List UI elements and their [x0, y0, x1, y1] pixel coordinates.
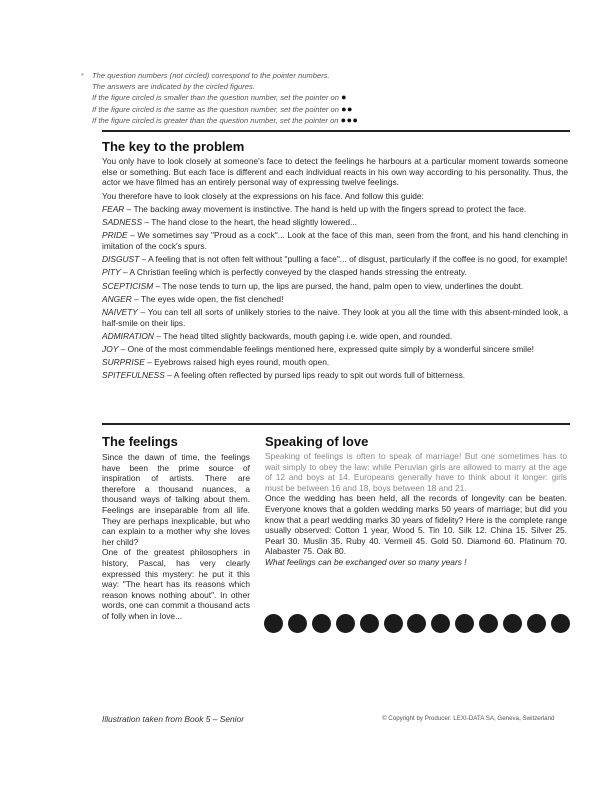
divider-middle: [102, 423, 570, 425]
circle-row: [264, 614, 570, 638]
key-intro-2: You therefore have to look closely at the expressions on his face. And follow this guide:: [102, 190, 424, 201]
guide-disgust: DISGUST – A feeling that is not often felt without "pulling a face"... of disgust, particularly if the coffee is no good, for example!: [102, 254, 568, 265]
circle-dot-icon: [551, 614, 570, 633]
guide-pride: PRIDE – We sometimes say "Proud as a cock"... Look at the face of this man, seen from the front, and his hand clenching in imitation of the cock's spurs.: [102, 230, 568, 251]
circle-dot-icon: [312, 614, 331, 633]
guide-scepticism: SCEPTICISM – The nose tends to turn up, the lips are pursed, the hand, palm open to view, underlines the doubt.: [102, 280, 524, 291]
key-intro: You only have to look closely at someone's face to detect the feelings he harbours at a particular moment towards someone else or something. But each face is different and each individual reacts in his own way according to his personality. Thus, the actor we have filmed has an entirely personal way of expressing twelve feelings.: [102, 156, 568, 188]
circle-dot-icon: [527, 614, 546, 633]
circle-dot-icon: [455, 614, 474, 633]
three-dots-icon: ●●●: [340, 114, 359, 125]
circle-dot-icon: [336, 614, 355, 633]
guide-joy: JOY – One of the most commendable feelings mentioned here, expressed quite simply by a wonderful sincere smile!: [102, 344, 535, 355]
feelings-body: [102, 452, 250, 622]
key-title: The key to the problem: [102, 139, 245, 154]
circle-dot-icon: [479, 614, 498, 633]
guide-anger: ANGER – The eyes wide open, the fist clenched!: [102, 293, 284, 304]
note-line-2: The answers are indicated by the circled figures.: [92, 82, 255, 92]
guide-fear: FEAR – The backing away movement is instinctive. The hand is held up with the fingers spread to protect the face.: [102, 203, 527, 214]
footer-illustration-credit: Illustration taken from Book 5 – Senior: [102, 714, 244, 724]
circle-dot-icon: [288, 614, 307, 633]
circle-dot-icon: [360, 614, 379, 633]
circle-dot-icon: [384, 614, 403, 633]
asterisk: *: [81, 71, 84, 80]
guide-surprise: SURPRISE – Eyebrows raised high eyes round, mouth open.: [102, 357, 330, 368]
love-paragraph-2: Once the wedding has been held, all the records of longevity can be beaten. Everyone knows that a golden wedding marks 50 years of marriage; but did you know that a pearl wedding marks 30 years of fidelity? Here is the complete range usually observed: Cotton 1 year, Wood 5. Tin 10. Silk 12. China 15. Silver 25. Pearl 30. Muslin 35. Ruby 40. Vermeil 45. Gold 50. Diamond 60. Platinum 70. Alabaster 75. Oak 80.: [265, 493, 567, 557]
instructions-notes: [81, 70, 512, 126]
circle-dot-icon: [264, 614, 283, 633]
two-dots-icon: ●●: [341, 103, 353, 114]
love-title: Speaking of love: [265, 434, 369, 449]
footer-copyright: © Copyright by Producer: LEXI-DATA SA, Geneva, Switzerland: [382, 715, 555, 722]
note-line-5: If the figure circled is greater than the question number, set the pointer on ●●●: [92, 114, 359, 125]
love-question: What feelings can be exchanged over so many years !: [265, 556, 467, 567]
circle-dot-icon: [431, 614, 450, 633]
note-line-1: The question numbers (not circled) correspond to the pointer numbers.: [92, 71, 330, 80]
divider-top: [102, 130, 570, 132]
circle-dot-icon: [407, 614, 426, 633]
note-line-3: If the figure circled is smaller than the question number, set the pointer on ●: [92, 92, 347, 103]
guide-sadness: SADNESS – The hand close to the heart, the head slightly lowered...: [102, 217, 357, 228]
feelings-paragraph-1: Since the dawn of time, the feelings have been the prime source of inspiration of artists. There are therefore a thousand nuances, a thousand ways of talking about them. Feelings are inseparable from all life. They are perhaps inexplicable, but who can explain to a mother why she loves her child?: [102, 452, 250, 547]
feelings-paragraph-2: One of the greatest philosophers in history, Pascal, has very clearly expressed this mystery: he put it this way: "The heart has its reasons which reason knows nothing about". In other words, one can commit a thousand acts of folly when in love...: [102, 547, 250, 621]
guide-pity: PITY – A Christian feeling which is perfectly conveyed by the clasped hands stressing the entreaty.: [102, 267, 467, 278]
guide-admiration: ADMIRATION – The head tilted slightly backwards, mouth gaping i.e. wide open, and rounded.: [102, 330, 453, 341]
key-body: [102, 156, 568, 384]
love-paragraph-1: Speaking of feelings is often to speak of marriage! But one sometimes has to wait simply to obey the law: while Peruvian girls are allowed to marry at the age of 12 and boys at 14. Europeans generally have to think about it longer: girls must be between 16 and 18, boys between 18 and 21.: [265, 451, 567, 493]
love-body: [265, 451, 567, 568]
guide-spitefulness: SPITEFULNESS – A feeling often reflected by pursed lips ready to spit out words full of bitterness.: [102, 370, 466, 381]
circle-dot-icon: [503, 614, 522, 633]
one-dot-icon: ●: [341, 92, 347, 103]
guide-naivety: NAIVETY – You can tell all sorts of unlikely stories to the naive. They look at you all the time with this absent-minded look, a half-smile on their lips.: [102, 306, 568, 328]
note-line-4: If the figure circled is the same as the question number, set the pointer on ●●: [92, 103, 353, 114]
feelings-title: The feelings: [102, 434, 178, 449]
